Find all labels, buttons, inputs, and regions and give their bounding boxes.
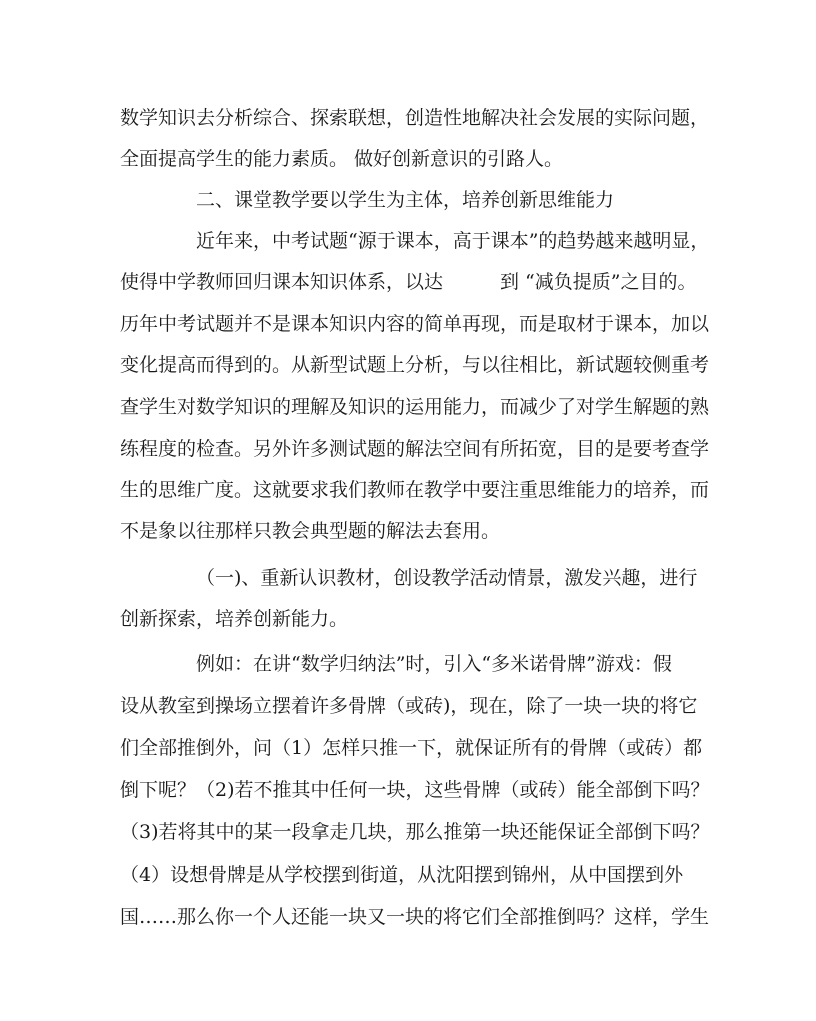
text-line-19: （4）设想骨牌是从学校摆到街道，从沈阳摆到锦州，从中国摆到外 (120, 864, 684, 886)
text-line-9: 练程度的检查。另外许多测试题的解法空间有所拓宽，目的是要考查学 (120, 438, 710, 460)
text-line-11: 不是象以往那样只教会典型题的解法去套用。 (120, 520, 501, 542)
text-line-6: 历年中考试题并不是课本知识内容的简单再现，而是取材于课本，加以 (120, 313, 710, 335)
text-line-13: 创新探索，培养创新能力。 (120, 608, 349, 630)
text-line-4: 近年来，中考试题“源于课本，高于课本”的趋势越来越明显， (196, 230, 710, 252)
text-line-16: 们全部推倒外，问（1）怎样只推一下，就保证所有的骨牌（或砖）都 (120, 737, 703, 759)
text-line-8: 查学生对数学知识的理解及知识的运用能力，而减少了对学生解题的熟 (120, 396, 710, 418)
text-line-1: 数学知识去分析综合、探索联想，创造性地解决社会发展的实际问题， (120, 107, 710, 129)
subsection-heading: （一)、重新认识教材，创设教学活动情景，激发兴趣，进行 (196, 567, 698, 589)
text-line-14: 例如：在讲“数学归纳法”时，引入“多米诺骨牌”游戏：假 (196, 653, 672, 675)
text-line-17: 倒下呢？（2)若不推其中任何一块，这些骨牌（或砖）能全部倒下吗？ (120, 779, 710, 801)
text-line-18: （3)若将其中的某一段拿走几块，那么推第一块还能保证全部倒下吗？ (120, 821, 710, 843)
text-line-15: 设从教室到操场立摆着许多骨牌（或砖)，现在，除了一块一块的将它 (120, 695, 698, 717)
text-line-20: 国……那么你一个人还能一块又一块的将它们全部推倒吗？这样，学生 (120, 906, 710, 928)
section-heading: 二、课堂教学要以学生为主体，培养创新思维能力 (196, 189, 615, 211)
text-line-7: 变化提高而得到的。从新型试题上分析，与以往相比，新试题较侧重考 (120, 354, 710, 376)
text-line-10: 生的思维广度。这就要求我们教师在教学中要注重思维能力的培养，而 (120, 479, 710, 501)
text-line-5: 使得中学教师回归课本知识体系，以达 到 “减负提质”之目的。 (120, 271, 697, 293)
text-line-2: 全面提高学生的能力素质。 做好创新意识的引路人。 (120, 148, 564, 170)
